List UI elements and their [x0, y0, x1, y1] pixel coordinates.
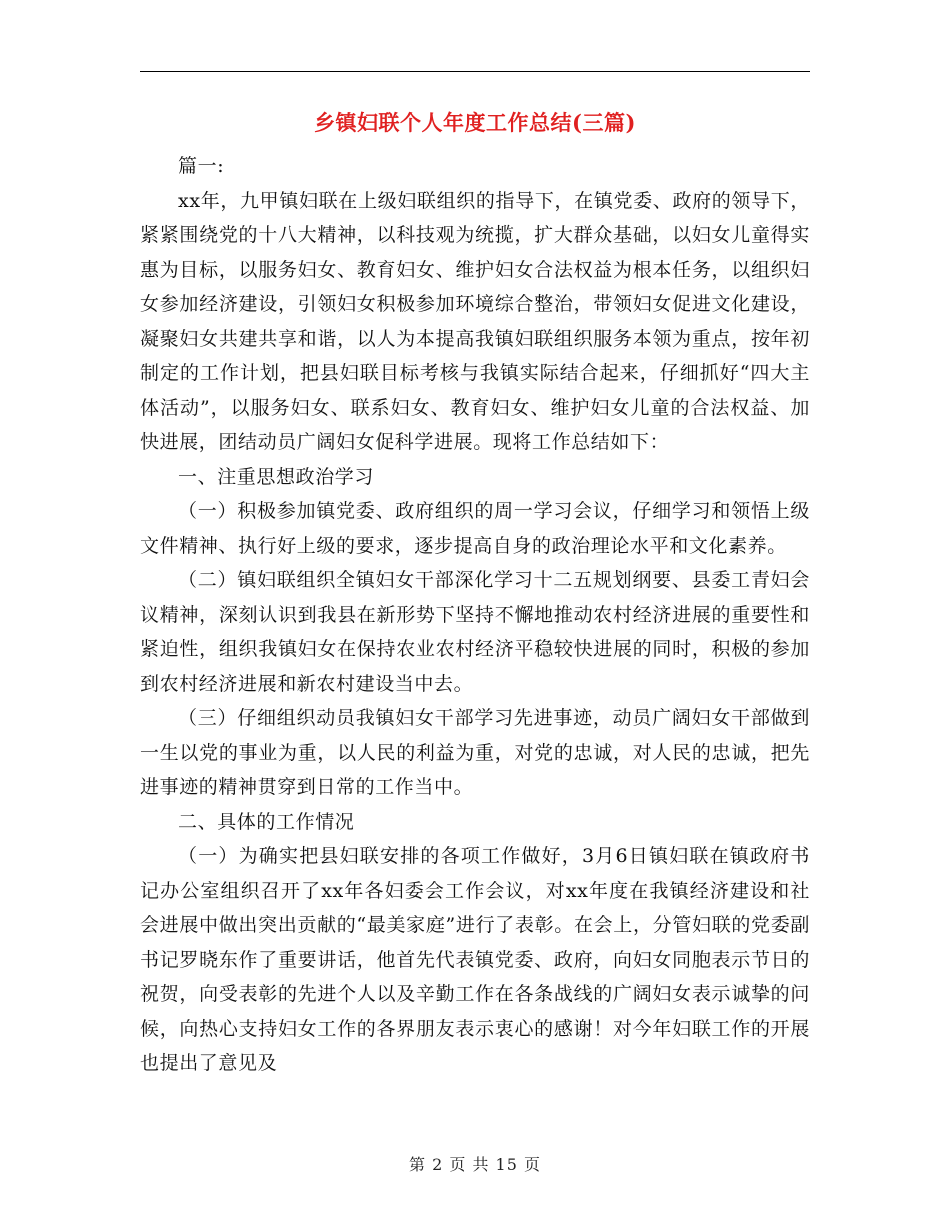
paragraph-study-item-3: （三）仔细组织动员我镇妇女干部学习先进事迹，动员广阔妇女干部做到一生以党的事业为重，以人民的利益为重，对党的忠诚，对人民的忠诚，把先进事迹的精神贯穿到日常的工作当中。 — [140, 707, 810, 798]
document-title: 乡镇妇联个人年度工作总结(三篇) — [314, 110, 636, 135]
section-heading-part-one: 篇一: — [178, 155, 225, 177]
page-number-footer: 第 2 页 共 15 页 — [409, 1155, 541, 1174]
paragraph-study-item-1: （一）积极参加镇党委、政府组织的周一学习会议，仔细学习和领悟上级文件精神、执行好上级的要求，逐步提高自身的政治理论水平和文化素养。 — [140, 500, 810, 557]
paragraph-study-item-2: （二）镇妇联组织全镇妇女干部深化学习十二五规划纲要、县委工青妇会议精神，深刻认识到我县在新形势下坚持不懈地推动农村经济进展的重要性和紧迫性，组织我镇妇女在保持农业农村经济平稳较快进展的同时，积极的参加到农村经济进展和新农村建设当中去。 — [140, 569, 810, 695]
header-rule — [140, 71, 810, 72]
section-heading-work-details: 二、具体的工作情况 — [178, 810, 355, 833]
document-body — [140, 149, 810, 1081]
intro-paragraph: xx年，九甲镇妇联在上级妇联组织的指导下，在镇党委、政府的领导下，紧紧围绕党的十八大精神，以科技观为统揽，扩大群众基础，以妇女儿童得实惠为目标，以服务妇女、教育妇女、维护妇女合法权益为根本任务，以组织妇女参加经济建设，引领妇女积极参加环境综合整治，带领妇女促进文化建设，凝聚妇女共建共享和谐，以人为本提高我镇妇联组织服务本领为重点，按年初制定的工作计划，把县妇联目标考核与我镇实际结合起来，仔细抓好“四大主体活动”，以服务妇女、联系妇女、教育妇女、维护妇女儿童的合法权益、加快进展，团结动员广阔妇女促科学进展。现将工作总结如下： — [140, 189, 810, 453]
section-heading-political-study: 一、注重思想政治学习 — [178, 465, 375, 488]
paragraph-work-item-1: （一）为确实把县妇联安排的各项工作做好，3月6日镇妇联在镇政府书记办公室组织召开了xx年各妇委会工作会议，对xx年度在我镇经济建设和社会进展中做出突出贡献的“最美家庭”进行了表彰。在会上，分管妇联的党委副书记罗晓东作了重要讲话，他首先代表镇党委、政府，向妇女同胞表示节日的祝贺，向受表彰的先进个人以及辛勤工作在各条战线的广阔妇女表示诚挚的问候，向热心支持妇女工作的各界朋友表示衷心的感谢！对今年妇联工作的开展也提出了意见及 — [140, 845, 810, 1074]
